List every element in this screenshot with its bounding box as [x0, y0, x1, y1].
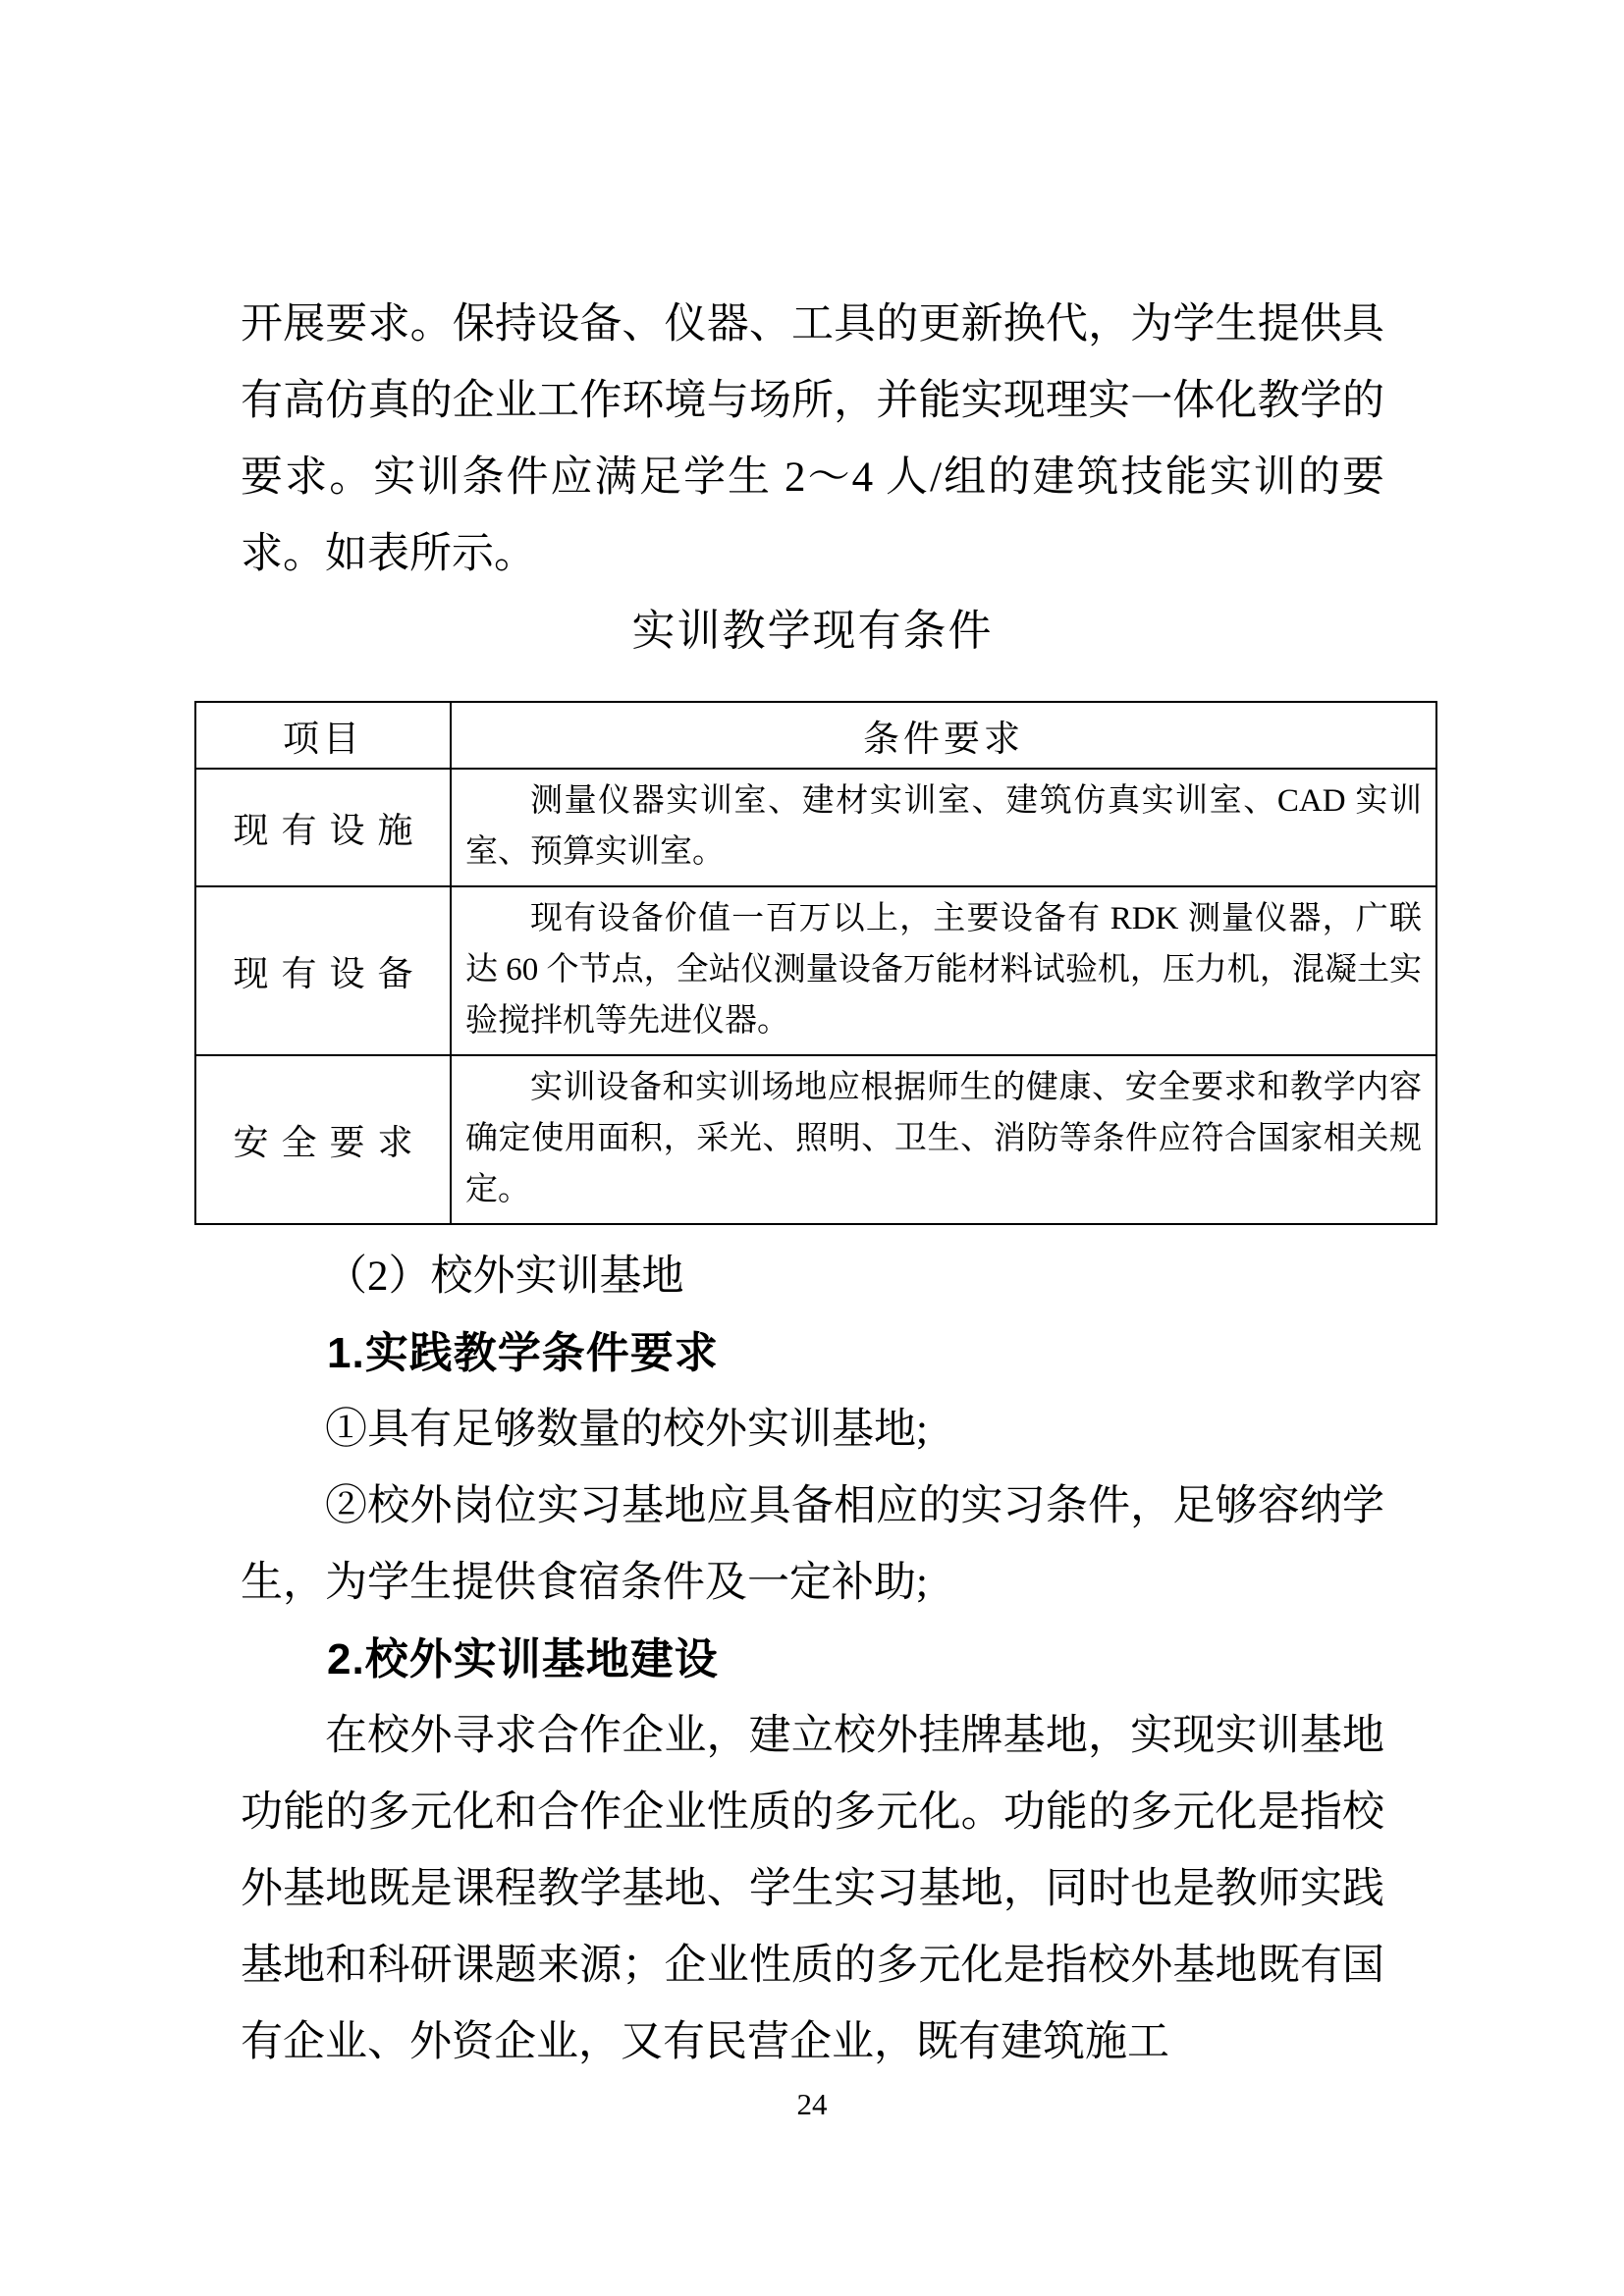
row-content-facilities: 测量仪器实训室、建材实训室、建筑仿真实训室、CAD 实训室、预算实训室。: [451, 769, 1436, 886]
column-header-item: 项目: [195, 702, 451, 769]
table-caption: 实训教学现有条件: [631, 607, 994, 655]
list-item-1: ①具有足够数量的校外实训基地;: [325, 1407, 928, 1453]
heading-offcampus-base-construction: 2.校外实训基地建设: [327, 1635, 719, 1683]
heading-practice-teaching-requirements: 1.实践教学条件要求: [327, 1329, 719, 1377]
training-conditions-table: [194, 701, 1437, 1225]
list-item-2: ②校外岗位实习基地应具备相应的实习条件，足够容纳学生，为学生提供食宿条件及一定补助;: [241, 1483, 1384, 1606]
table-row-facilities: [195, 769, 1436, 886]
table-row-equipment: [195, 886, 1436, 1055]
page-number: 24: [796, 2087, 828, 2121]
intro-paragraph: 开展要求。保持设备、仪器、工具的更新换代，为学生提供具有高仿真的企业工作环境与场所，并能实现理实一体化教学的要求。实训条件应满足学生 2～4 人/组的建筑技能实训的要求。如表所示。: [241, 301, 1384, 577]
row-content-equipment: 现有设备价值一百万以上，主要设备有 RDK 测量仪器，广联达 60 个节点，全站仪测量设备万能材料试验机，压力机，混凝土实验搅拌机等先进仪器。: [451, 886, 1436, 1055]
column-header-requirements: 条件要求: [451, 702, 1436, 769]
row-content-safety: 实训设备和实训场地应根据师生的健康、安全要求和教学内容确定使用面积，采光、照明、卫生、消防等条件应符合国家相关规定。: [451, 1055, 1436, 1224]
table-header-row: [195, 702, 1436, 769]
page-content: [233, 0, 1422, 2081]
body-paragraph: 在校外寻求合作企业，建立校外挂牌基地，实现实训基地功能的多元化和合作企业性质的多元化。功能的多元化是指校外基地既是课程教学基地、学生实习基地，同时也是教师实践基地和科研课题来源；企业性质的多元化是指校外基地既有国有企业、外资企业，又有民营企业，既有建筑施工: [241, 1713, 1384, 2065]
row-label-facilities: 现有设施: [195, 769, 451, 886]
table-row-safety: [195, 1055, 1436, 1224]
subsection-title: （2）校外实训基地: [325, 1254, 684, 1300]
row-label-equipment: 现有设备: [195, 886, 451, 1055]
row-label-safety: 安全要求: [195, 1055, 451, 1224]
